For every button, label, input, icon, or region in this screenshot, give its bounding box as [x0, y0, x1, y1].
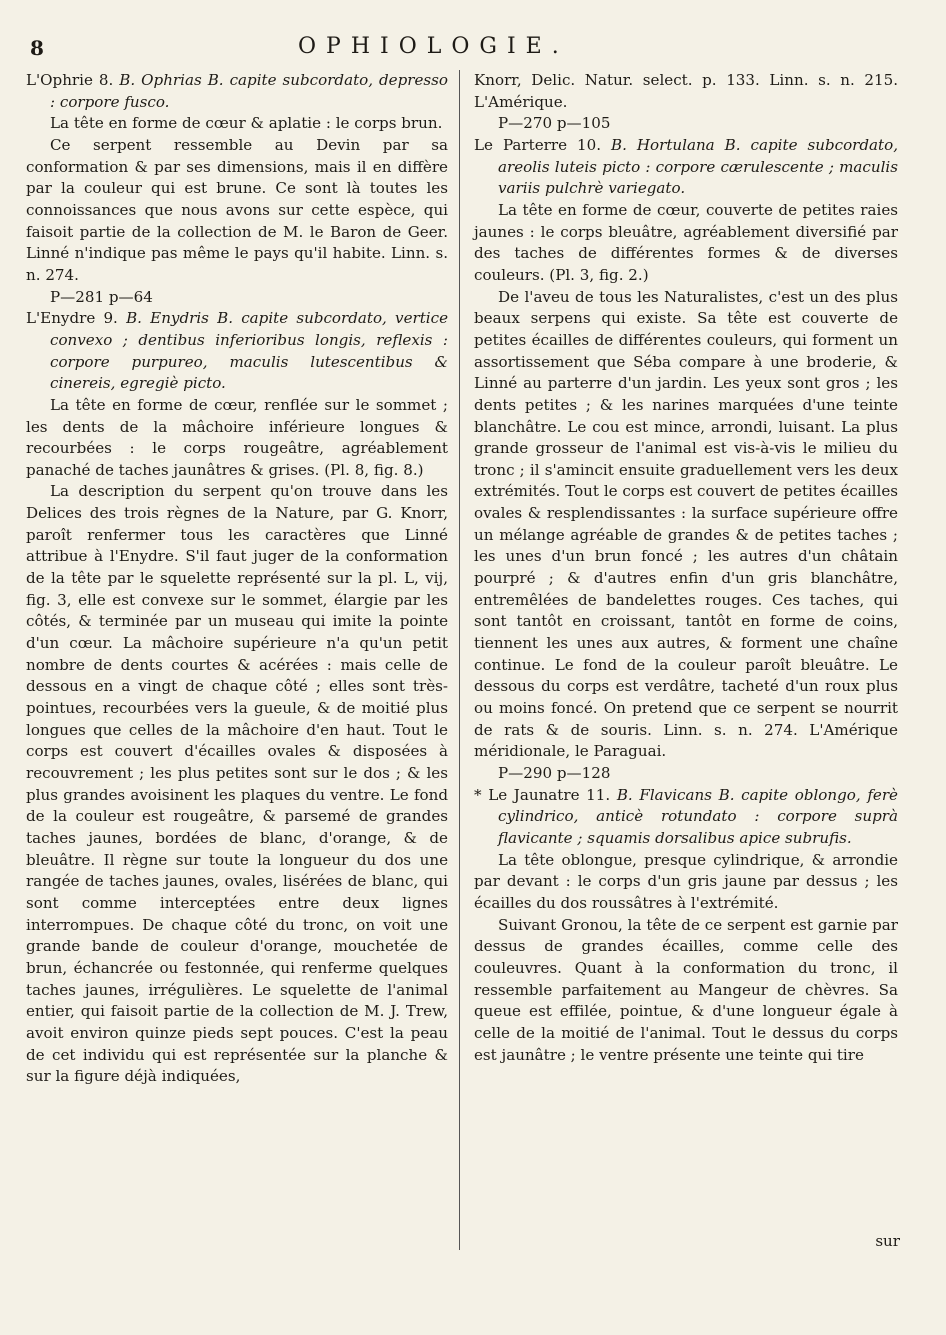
entry-name: L'Enydre 9. — [26, 309, 127, 328]
measurement-tag: P—281 p—64 — [50, 287, 153, 306]
continuation: Knorr, Delic. Natur. select. p. 133. Linn. s. n. 215. L'Amérique. — [474, 71, 898, 111]
latin-diagnosis: B. Ophrias B. capite subcordato, depresso : corpore fusco. — [50, 71, 448, 111]
paragraph: La tête oblongue, presque cylindrique, & arrondie par devant : le corps d'un gris jaune par dessus ; les écailles du dos roussâtres à l'extrémité. — [474, 850, 898, 912]
paragraph: De l'aveu de tous les Naturalistes, c'est un des plus beaux serpens qui existe. Sa tête est couverte de petites écailles de différentes couleurs, qui forment un assortissement que Séba compare à une broderie, & Linné au parterre d'un jardin. Les yeux sont gros ; les dents petites ; & les narines marquées d'une teinte blanchâtre. Le cou est mince, arrondi, luisant. La plus grande grosseur de l'animal est vis-à-vis le milieu du tronc ; il s'amincit ensuite graduellement vers les deux extrémités. Tout le corps est couvert de petites écailles ovales & resplendissantes : la surface supérieure offre un mélange agréable de grandes & de petites taches ; les unes d'un brun foncé ; les autres d'un châtain pourpré ; & d'autres enfin d'un gris blanchâtre, entremêlées de bandelettes rouges. Ces taches, qui sont tantôt en croissant, tantôt en forme de coins, tiennent les unes aux autres, & forment une chaîne continue. Le fond de la couleur paroît bleuâtre. Le dessous du corps est verdâtre, tacheté d'un roux plus ou moins foncé. On pretend que ce serpent se nourrit de rats & de souris. Linn. s. n. 274. L'Amérique méridionale, le Paraguai. — [474, 287, 898, 761]
latin-diagnosis: B. Enydris B. capite subcordato, vertice convexo ; dentibus inferioribus longis, reflexis : corpore purpureo, maculis lutescentibus & cinereis, egregiè picto. — [50, 309, 449, 393]
catchword: sur — [875, 1232, 900, 1250]
page-number: 8 — [30, 36, 44, 60]
running-title: OPHIOLOGIE. — [298, 34, 569, 59]
paragraph: La tête en forme de cœur, couverte de petites raies jaunes : le corps bleuâtre, agréablement diversifié par des taches de différentes formes & de diverses couleurs. (Pl. 3, fig. 2.) — [474, 200, 898, 284]
entry-name: * Le Jaunatre 11. — [474, 785, 617, 804]
paragraph: La tête en forme de cœur, renflée sur le sommet ; les dents de la mâchoire inférieure longues & recourbées : le corps rougeâtre, agréablement panaché de taches jaunâtres & grises. (Pl. 8, fig. 8.) — [26, 395, 448, 479]
right-column — [474, 70, 898, 1066]
paragraph: La description du serpent qu'on trouve dans les Delices des trois règnes de la Nature, par G. Knorr, paroît renfermer tous les caractères que Linné attribue à l'Enydre. S'il faut juger de la conformation de la tête par le squelette représenté sur la pl. L, vij, fig. 3, elle est convexe sur le sommet, élargie par les côtés, & terminée par un museau qui imite la pointe d'un cœur. La mâchoire supérieure n'a qu'un petit nombre de dents courtes & acérées : mais celle de dessous en a vingt de chaque côté ; elles sont très-pointues, recourbées vers la gueule, & de moitié plus longues que celles de la mâchoire d'en haut. Tout le corps est couvert d'écailles ovales & disposées à recouvrement ; les plus petites sont sur le dos ; & les plus grandes avoisinent les plaques du ventre. Le fond de la couleur est rougeâtre, & parsemé de grandes taches jaunes, bordées de blanc, d'orange, & de bleuâtre. Il règne sur toute la longueur du dos une rangée de taches jaunes, ovales, lisérées de blanc, qui sont comme interceptées entre deux lignes interrompues. De chaque côté du tronc, on voit une grande bande de couleur d'orange, mouchetée de brun, échancrée ou festonnée, qui renferme quelques taches jaunes, irrégulières. Le squelette de l'animal entier, qui faisoit partie de la collection de M. J. Trew, avoit environ quinze pieds sept pouces. C'est la peau de cet individu qui est représentée sur la planche & sur la figure déjà indiquées, — [26, 482, 448, 1086]
measurement-tag: P—270 p—105 — [498, 114, 611, 133]
entry-heading-parterre — [474, 135, 898, 200]
entry-name: Le Parterre 10. — [474, 135, 611, 154]
left-column — [26, 70, 448, 1088]
paragraph: Suivant Gronou, la tête de ce serpent est garnie par dessus de grandes écailles, comme celle des couleuvres. Quant à la conformation du tronc, il ressemble parfaitement au Mangeur de chèvres. Sa queue est effilée, pointue, & d'une longueur égale à celle de la moitié de l'animal. Tout le dessus du corps est jaunâtre ; le ventre présente une teinte qui tire — [474, 915, 898, 1064]
entry-heading-ophrie — [26, 70, 448, 113]
entry-name: L'Ophrie 8. — [26, 71, 120, 89]
measurement-tag: P—290 p—128 — [498, 764, 611, 782]
paragraph: Ce serpent ressemble au Devin par sa conformation & par ses dimensions, mais il en diffère par la couleur qui est brune. Ce sont là toutes les connoissances que nous avons sur cette espèce, qui faisoit partie de la collection de M. le Baron de Geer. Linné n'indique pas même le pays qu'il habite. Linn. s. n. 274. — [26, 135, 448, 284]
entry-heading-enydre — [26, 308, 448, 395]
latin-diagnosis: B. Flavicans B. capite oblongo, ferè cylindrico, anticè rotundato : corpore suprà flavicante ; squamis dorsalibus apice subrufis. — [498, 785, 898, 847]
entry-heading-jaunatre — [474, 785, 898, 850]
column-rule — [459, 70, 460, 1250]
paragraph: La tête en forme de cœur & aplatie : le corps brun. — [50, 114, 443, 133]
latin-diagnosis: B. Hortulana B. capite subcordato, areolis luteis picto : corpore cærulescente ; maculis variis pulchrè variegato. — [498, 135, 898, 198]
